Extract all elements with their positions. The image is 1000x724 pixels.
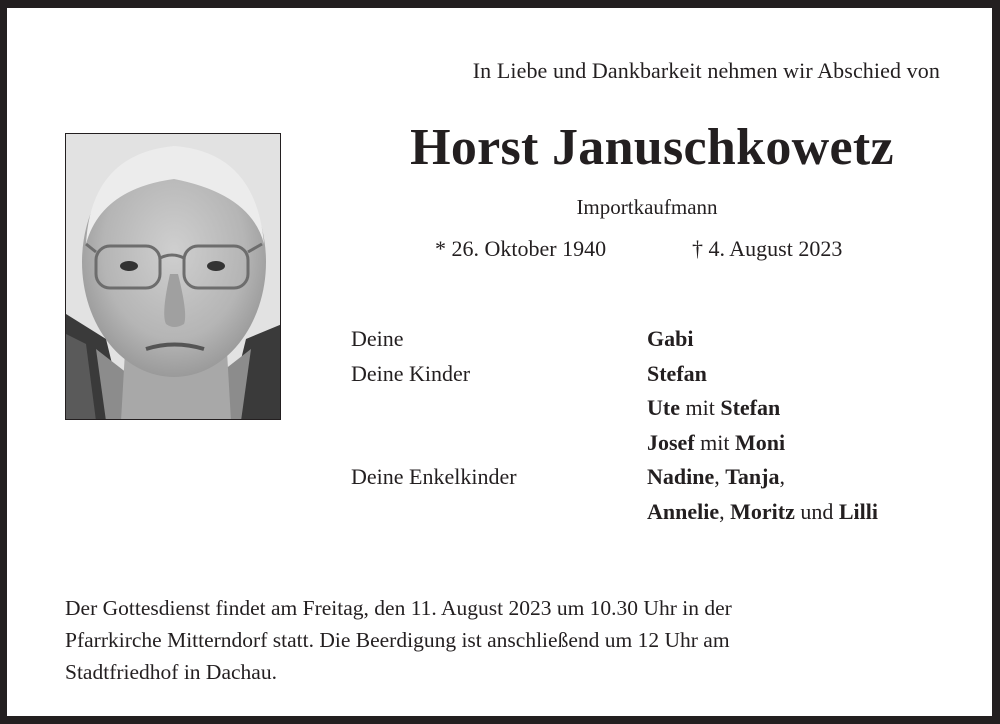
family-names bbox=[647, 499, 878, 525]
relation-label: Deine Kinder bbox=[351, 360, 471, 386]
birth-date: * 26. Oktober 1940 bbox=[435, 236, 607, 261]
connector-text: und bbox=[794, 498, 839, 524]
death-date: † 4. August 2023 bbox=[692, 236, 843, 261]
service-line: Der Gottesdienst findet am Freitag, den 11. August 2023 um 10.30 Uhr in der bbox=[65, 596, 732, 620]
service-line: Stadtfriedhof in Dachau. bbox=[65, 660, 277, 684]
family-member-name: Tanja bbox=[725, 464, 780, 489]
connector-text: mit bbox=[694, 429, 735, 455]
family-member-name: Moritz bbox=[730, 498, 795, 524]
family-names bbox=[647, 464, 785, 490]
relation-label: Deine bbox=[351, 326, 404, 351]
connector-text: , bbox=[719, 498, 731, 524]
family-names bbox=[647, 430, 785, 456]
connector-text: , bbox=[779, 464, 785, 489]
family-names bbox=[647, 361, 707, 387]
obituary-card bbox=[7, 8, 992, 716]
family-member-name: Stefan bbox=[720, 395, 781, 420]
service-info bbox=[65, 592, 945, 688]
family-member-name: Lilli bbox=[838, 498, 878, 524]
family-names bbox=[647, 326, 693, 352]
family-member-name: Moni bbox=[735, 429, 786, 455]
family-member-name: Josef bbox=[647, 429, 695, 455]
family-member-name: Annelie bbox=[647, 498, 720, 524]
portrait-photo bbox=[65, 133, 281, 420]
family-names bbox=[647, 395, 780, 421]
family-member-name: Gabi bbox=[647, 326, 694, 351]
family-member-name: Ute bbox=[647, 395, 680, 420]
family-member-name: Nadine bbox=[647, 464, 715, 489]
family-member-name: Stefan bbox=[647, 360, 707, 386]
connector-text: , bbox=[714, 464, 726, 489]
profession: Importkaufmann bbox=[576, 195, 718, 219]
intro-line: In Liebe und Dankbarkeit nehmen wir Abschied von bbox=[472, 58, 940, 83]
relation-label: Deine Enkelkinder bbox=[351, 464, 517, 489]
service-line: Pfarrkirche Mitterndorf statt. Die Beerdigung ist anschließend um 12 Uhr am bbox=[65, 628, 730, 652]
portrait-image-icon bbox=[66, 134, 281, 420]
deceased-name: Horst Januschkowetz bbox=[410, 119, 894, 176]
connector-text: mit bbox=[679, 395, 721, 420]
